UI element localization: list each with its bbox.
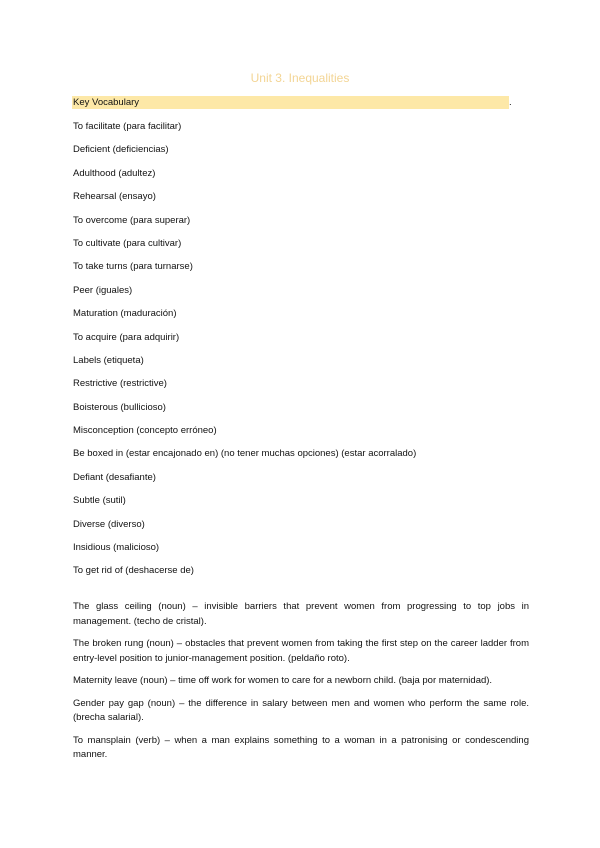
vocabulary-item: To overcome (para superar) [73, 214, 191, 226]
vocabulary-item: Restrictive (restrictive) [73, 378, 167, 390]
page-title: Unit 3. Inequalities [250, 71, 350, 85]
vocabulary-item: To take turns (para turnarse) [73, 261, 193, 273]
vocabulary-item: Diverse (diverso) [73, 518, 145, 530]
vocabulary-item: Labels (etiqueta) [73, 354, 144, 366]
vocabulary-list [73, 120, 416, 588]
vocabulary-item: Rehearsal (ensayo) [73, 191, 156, 203]
vocabulary-item: To acquire (para adquirir) [73, 331, 180, 343]
vocabulary-item: Be boxed in (estar encajonado en) (no tener muchas opciones) (estar acorralado) [73, 448, 417, 460]
definition-paragraph: Maternity leave (noun) – time off work for women to care for a newborn child. (baja por maternidad). [73, 675, 493, 686]
key-vocabulary-heading: Key Vocabulary [73, 97, 140, 108]
definition-paragraph: The glass ceiling (noun) – invisible barriers that prevent women from progressing to top jobs in management. (techo de cristal). [73, 601, 529, 627]
vocabulary-item: Misconception (concepto erróneo) [73, 425, 217, 437]
vocabulary-item: To facilitate (para facilitar) [73, 121, 182, 132]
definitions-section [73, 600, 529, 771]
definition-paragraph: Gender pay gap (noun) – the difference in salary between men and women who perform the same role. (brecha salarial). [73, 697, 529, 723]
vocabulary-item: Defiant (desafiante) [73, 471, 156, 483]
vocabulary-item: To cultivate (para cultivar) [73, 237, 182, 249]
vocabulary-item: To get rid of (deshacerse de) [73, 565, 194, 577]
vocabulary-item: Adulthood (adultez) [73, 167, 156, 179]
vocabulary-item: Boisterous (bullicioso) [73, 401, 166, 413]
definition-paragraph: To mansplain (verb) – when a man explains something to a woman in a patronising or condescending manner. [73, 734, 529, 760]
vocabulary-item: Subtle (sutil) [73, 495, 126, 507]
vocabulary-item: Deficient (deficiencias) [73, 144, 169, 156]
key-vocabulary-dot: . [509, 97, 512, 108]
vocabulary-item: Peer (iguales) [73, 284, 133, 296]
definition-paragraph: The broken rung (noun) – obstacles that prevent women from taking the first step on the career ladder from entry-level position to junior-management position. (peldaño roto). [73, 638, 529, 664]
vocabulary-item: Insidious (malicioso) [73, 542, 160, 554]
vocabulary-item: Maturation (maduración) [73, 308, 177, 320]
